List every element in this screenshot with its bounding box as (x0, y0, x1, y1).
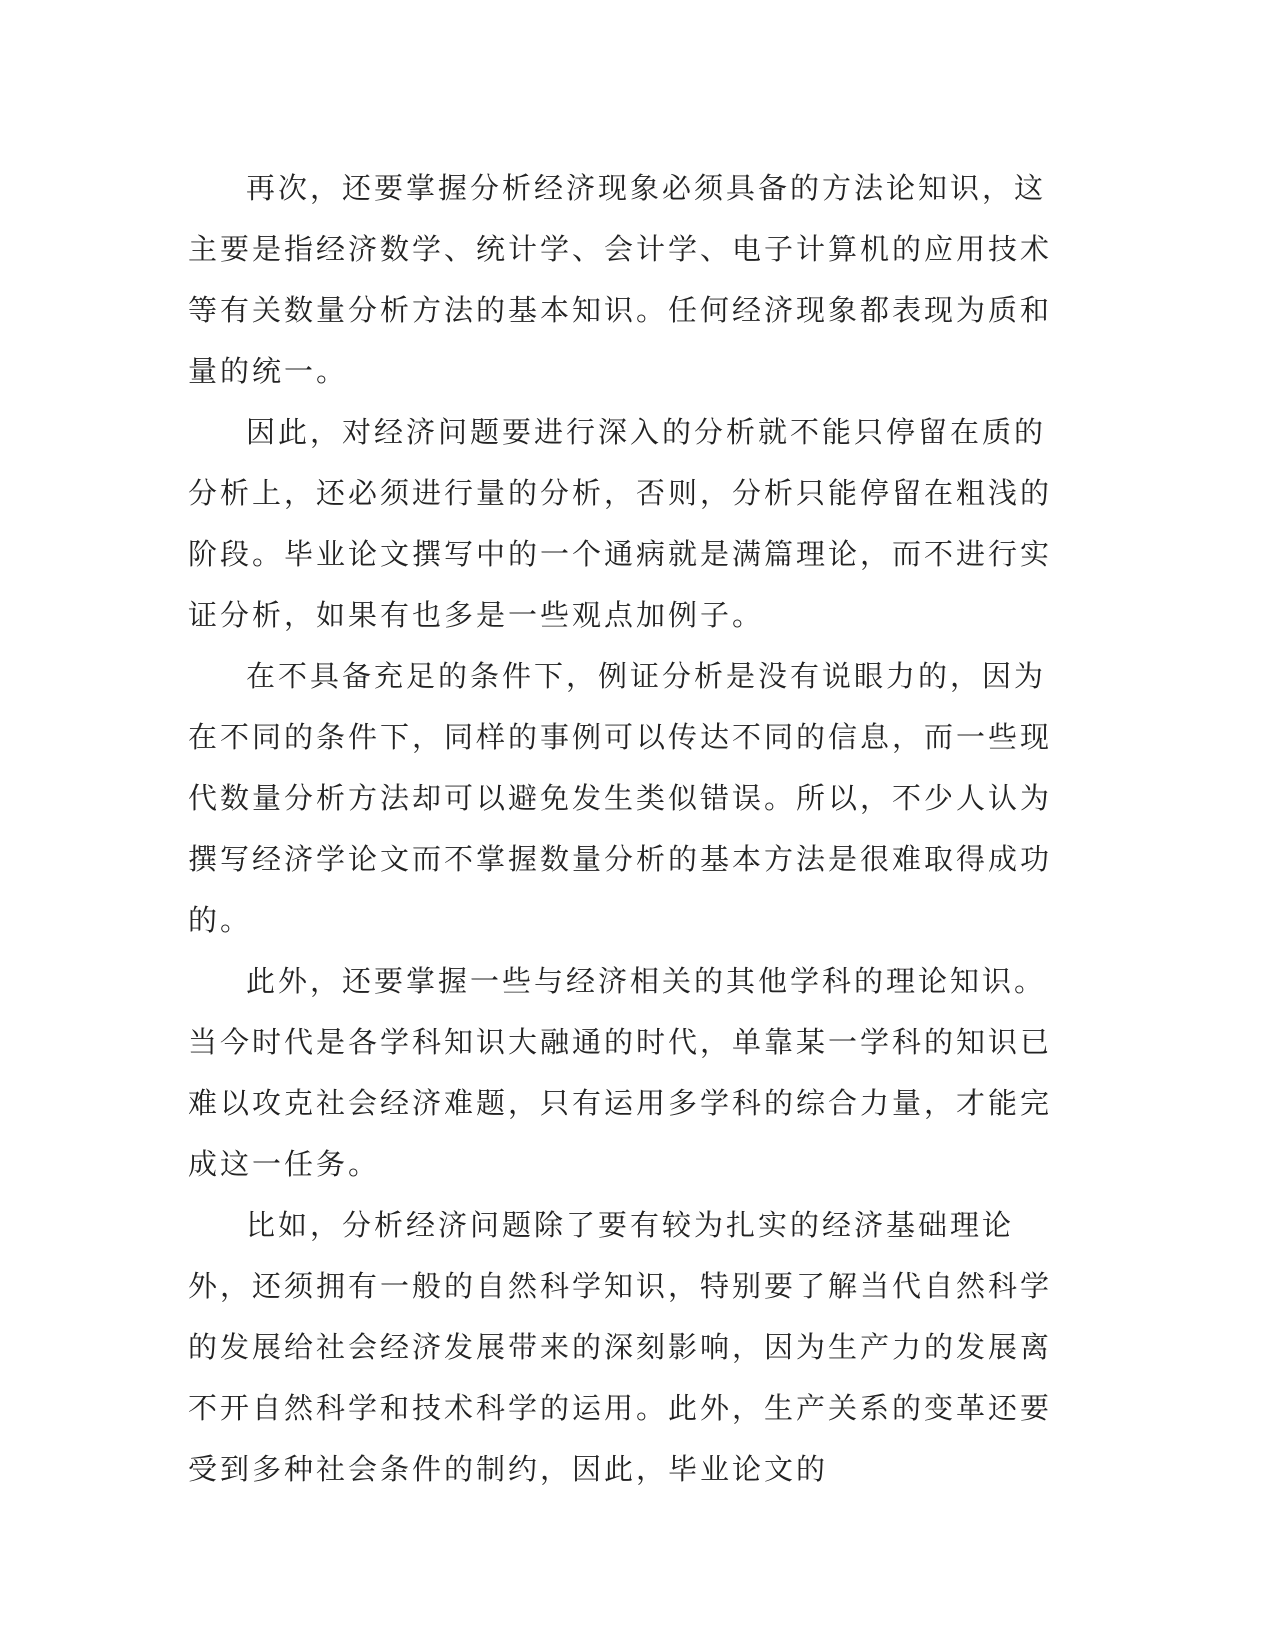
body-text (188, 158, 1076, 1500)
paragraph-1: 再次，还要掌握分析经济现象必须具备的方法论知识，这主要是指经济数学、统计学、会计学、电子计算机的应用技术等有关数量分析方法的基本知识。任何经济现象都表现为质和量的统一。 (188, 171, 1053, 388)
paragraph-2: 因此，对经济问题要进行深入的分析就不能只停留在质的分析上，还必须进行量的分析，否则，分析只能停留在粗浅的阶段。毕业论文撰写中的一个通病就是满篇理论，而不进行实证分析，如果有也多是一些观点加例子。 (188, 415, 1053, 632)
paragraph-4: 此外，还要掌握一些与经济相关的其他学科的理论知识。当今时代是各学科知识大融通的时代，单靠某一学科的知识已难以攻克社会经济难题，只有运用多学科的综合力量，才能完成这一任务。 (188, 964, 1053, 1181)
paragraph-3: 在不具备充足的条件下，例证分析是没有说眼力的，因为在不同的条件下，同样的事例可以传达不同的信息，而一些现代数量分析方法却可以避免发生类似错误。所以，不少人认为撰写经济学论文而不掌握数量分析的基本方法是很难取得成功的。 (188, 659, 1053, 937)
paragraph-5: 比如，分析经济问题除了要有较为扎实的经济基础理论外，还须拥有一般的自然科学知识，特别要了解当代自然科学的发展给社会经济发展带来的深刻影响，因为生产力的发展离不开自然科学和技术科学的运用。此外，生产关系的变革还要受到多种社会条件的制约，因此，毕业论文的 (188, 1208, 1053, 1486)
